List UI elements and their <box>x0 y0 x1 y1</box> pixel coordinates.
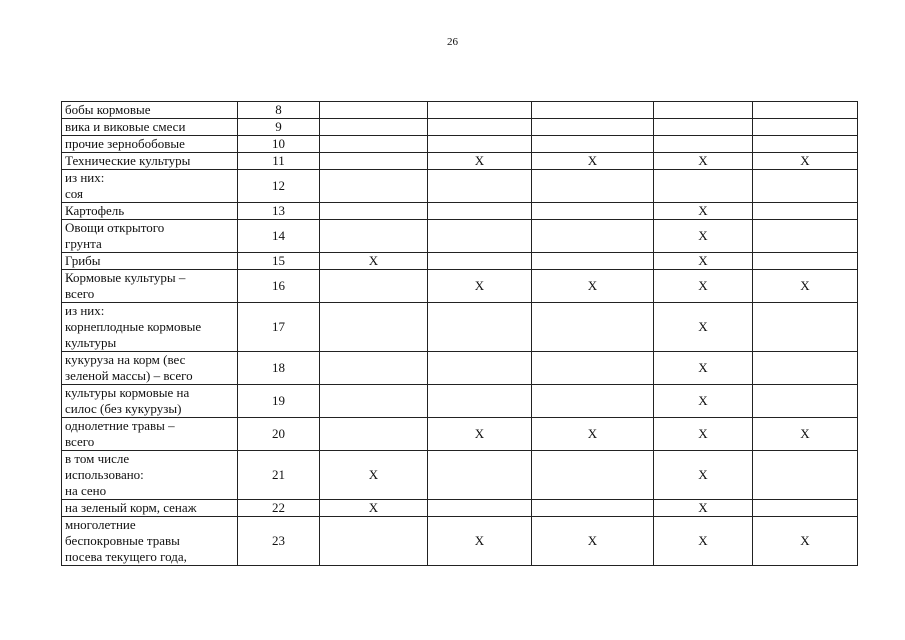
table-row <box>62 170 858 203</box>
row-label-line: Кормовые культуры – <box>65 270 186 285</box>
mark-cell-col2: X <box>428 270 532 303</box>
mark-cell-col1 <box>320 119 428 136</box>
row-code: 10 <box>238 136 320 153</box>
row-label-line: использовано: <box>65 467 144 482</box>
table-row <box>62 352 858 385</box>
mark-cell-col5 <box>753 170 858 203</box>
mark-cell-col5 <box>753 253 858 270</box>
row-code: 23 <box>238 517 320 566</box>
table-row <box>62 102 858 119</box>
mark-cell-col5 <box>753 220 858 253</box>
mark-cell-col1 <box>320 203 428 220</box>
page-number: 26 <box>447 36 458 48</box>
row-label <box>62 119 238 136</box>
mark-cell-col4: X <box>654 153 753 170</box>
mark-cell-col2 <box>428 303 532 352</box>
mark-cell-col3 <box>532 500 654 517</box>
table-row <box>62 517 858 566</box>
row-label-line: Овощи открытого <box>65 220 165 235</box>
mark-cell-col2: X <box>428 517 532 566</box>
row-code: 11 <box>238 153 320 170</box>
row-label <box>62 253 238 270</box>
mark-cell-col1 <box>320 385 428 418</box>
mark-cell-col4: X <box>654 385 753 418</box>
mark-cell-col5 <box>753 500 858 517</box>
table-row <box>62 253 858 270</box>
row-code: 13 <box>238 203 320 220</box>
row-label-line: в том числе <box>65 451 130 466</box>
row-label-line: всего <box>65 434 95 449</box>
row-label-line: Технические культуры <box>65 153 191 168</box>
row-label-line: многолетние <box>65 517 136 532</box>
row-label-line: силос (без кукурузы) <box>65 401 182 416</box>
row-code: 18 <box>238 352 320 385</box>
row-label-line: посева текущего года, <box>65 549 187 564</box>
mark-cell-col5 <box>753 385 858 418</box>
row-code: 12 <box>238 170 320 203</box>
row-code: 19 <box>238 385 320 418</box>
table-row <box>62 153 858 170</box>
mark-cell-col4: X <box>654 500 753 517</box>
table-row <box>62 136 858 153</box>
row-label-line: культуры кормовые на <box>65 385 190 400</box>
mark-cell-col1: X <box>320 451 428 500</box>
table-row <box>62 220 858 253</box>
row-label-line: соя <box>65 186 84 201</box>
row-code: 14 <box>238 220 320 253</box>
mark-cell-col4: X <box>654 418 753 451</box>
mark-cell-col1 <box>320 220 428 253</box>
row-code: 9 <box>238 119 320 136</box>
mark-cell-col3 <box>532 220 654 253</box>
row-label <box>62 136 238 153</box>
mark-cell-col4: X <box>654 270 753 303</box>
row-code: 17 <box>238 303 320 352</box>
row-label-line: всего <box>65 286 95 301</box>
mark-cell-col3 <box>532 303 654 352</box>
row-label <box>62 303 238 352</box>
row-label <box>62 352 238 385</box>
mark-cell-col5 <box>753 203 858 220</box>
table-body <box>62 102 858 566</box>
row-label-line: беспокровные травы <box>65 533 180 548</box>
mark-cell-col1 <box>320 170 428 203</box>
mark-cell-col3 <box>532 253 654 270</box>
row-label-line: на сено <box>65 483 107 498</box>
mark-cell-col4 <box>654 102 753 119</box>
mark-cell-col2: X <box>428 418 532 451</box>
row-label <box>62 418 238 451</box>
row-label-line: корнеплодные кормовые <box>65 319 202 334</box>
crops-table <box>61 101 858 566</box>
table-row <box>62 500 858 517</box>
mark-cell-col2 <box>428 451 532 500</box>
row-code: 15 <box>238 253 320 270</box>
mark-cell-col3 <box>532 102 654 119</box>
mark-cell-col3 <box>532 385 654 418</box>
mark-cell-col3: X <box>532 270 654 303</box>
mark-cell-col1 <box>320 303 428 352</box>
row-label <box>62 451 238 500</box>
mark-cell-col4: X <box>654 253 753 270</box>
mark-cell-col4: X <box>654 517 753 566</box>
mark-cell-col3 <box>532 203 654 220</box>
row-label-line: грунта <box>65 236 102 251</box>
mark-cell-col4 <box>654 136 753 153</box>
row-label <box>62 170 238 203</box>
row-label-line: из них: <box>65 303 105 318</box>
table-row <box>62 203 858 220</box>
mark-cell-col5 <box>753 119 858 136</box>
table-row <box>62 270 858 303</box>
row-label <box>62 102 238 119</box>
mark-cell-col4: X <box>654 352 753 385</box>
row-label <box>62 203 238 220</box>
mark-cell-col5: X <box>753 153 858 170</box>
mark-cell-col4: X <box>654 220 753 253</box>
mark-cell-col1 <box>320 102 428 119</box>
mark-cell-col1 <box>320 153 428 170</box>
mark-cell-col2: X <box>428 153 532 170</box>
mark-cell-col4: X <box>654 451 753 500</box>
mark-cell-col2 <box>428 352 532 385</box>
row-label-line: однолетние травы – <box>65 418 175 433</box>
mark-cell-col2 <box>428 102 532 119</box>
table-row <box>62 418 858 451</box>
row-label-line: Картофель <box>65 203 125 218</box>
table-row <box>62 385 858 418</box>
mark-cell-col5 <box>753 451 858 500</box>
row-label <box>62 220 238 253</box>
mark-cell-col4: X <box>654 303 753 352</box>
mark-cell-col1 <box>320 270 428 303</box>
row-label-line: кукуруза на корм (вес <box>65 352 186 367</box>
mark-cell-col5 <box>753 303 858 352</box>
table-row <box>62 451 858 500</box>
mark-cell-col2 <box>428 385 532 418</box>
row-label-line: культуры <box>65 335 117 350</box>
row-label <box>62 270 238 303</box>
row-label-line: прочие зернобобовые <box>65 136 185 151</box>
mark-cell-col3: X <box>532 153 654 170</box>
mark-cell-col3 <box>532 352 654 385</box>
row-label <box>62 153 238 170</box>
mark-cell-col5: X <box>753 517 858 566</box>
row-label <box>62 385 238 418</box>
mark-cell-col2 <box>428 119 532 136</box>
mark-cell-col5: X <box>753 418 858 451</box>
mark-cell-col1: X <box>320 253 428 270</box>
row-label-line: вика и виковые смеси <box>65 119 186 134</box>
mark-cell-col3 <box>532 119 654 136</box>
mark-cell-col3 <box>532 170 654 203</box>
mark-cell-col4 <box>654 119 753 136</box>
mark-cell-col4: X <box>654 203 753 220</box>
row-label-line: на зеленый корм, сенаж <box>65 500 197 515</box>
mark-cell-col1 <box>320 517 428 566</box>
mark-cell-col1 <box>320 418 428 451</box>
mark-cell-col1 <box>320 136 428 153</box>
row-label-line: зеленой массы) – всего <box>65 368 193 383</box>
mark-cell-col5: X <box>753 270 858 303</box>
row-label <box>62 500 238 517</box>
mark-cell-col2 <box>428 253 532 270</box>
mark-cell-col5 <box>753 352 858 385</box>
mark-cell-col5 <box>753 102 858 119</box>
row-label-line: из них: <box>65 170 105 185</box>
mark-cell-col5 <box>753 136 858 153</box>
mark-cell-col3 <box>532 136 654 153</box>
mark-cell-col3: X <box>532 418 654 451</box>
mark-cell-col2 <box>428 136 532 153</box>
table-row <box>62 303 858 352</box>
mark-cell-col1 <box>320 352 428 385</box>
row-code: 8 <box>238 102 320 119</box>
row-label-line: бобы кормовые <box>65 102 151 117</box>
row-code: 20 <box>238 418 320 451</box>
row-label-line: Грибы <box>65 253 101 268</box>
row-code: 22 <box>238 500 320 517</box>
mark-cell-col2 <box>428 170 532 203</box>
row-code: 21 <box>238 451 320 500</box>
row-label <box>62 517 238 566</box>
mark-cell-col3 <box>532 451 654 500</box>
mark-cell-col3: X <box>532 517 654 566</box>
mark-cell-col2 <box>428 500 532 517</box>
mark-cell-col2 <box>428 203 532 220</box>
mark-cell-col2 <box>428 220 532 253</box>
table-row <box>62 119 858 136</box>
row-code: 16 <box>238 270 320 303</box>
mark-cell-col4 <box>654 170 753 203</box>
mark-cell-col1: X <box>320 500 428 517</box>
